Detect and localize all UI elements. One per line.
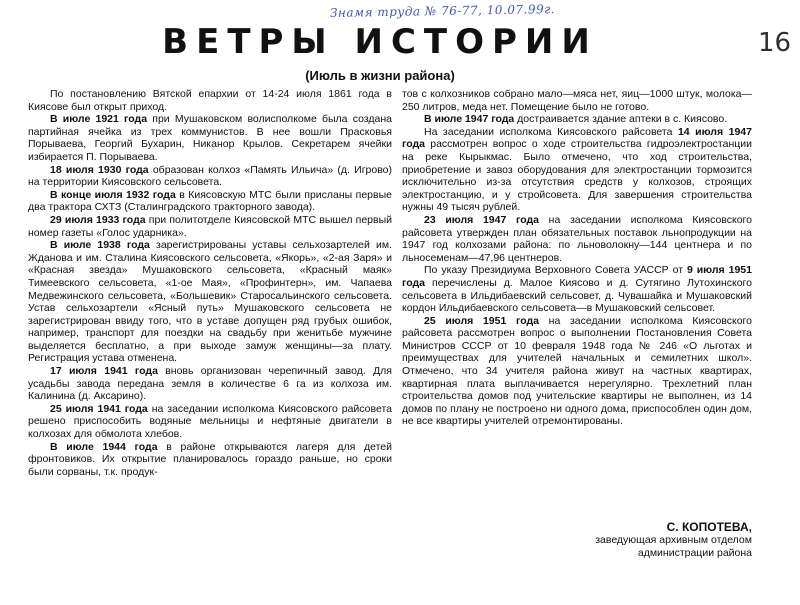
paragraph: В июле 1947 года достраивается здание аптеки в с. Киясово. [424, 113, 728, 126]
signature-block [402, 520, 752, 560]
paragraph: 25 июля 1951 года на заседании исполкома Киясовского райсовета рассмотрен вопрос о выполнении Постановления Совета Министров СССР от 10 февраля 1948 года № 246 «О льготах и преимуществах для учителей начальных и семилетних школ». Отмечено, что 34 учителя района живут на частных квартирах, квартирная плата выплачивается нерегулярно. Трехлетний план строительства домов под учительские квартиры не выполнен, из 14 домов по плану не построено ни одного дома, приспособлен один дом, не все квартиры учителей отремонтированы. [402, 314, 753, 428]
right-column [402, 88, 752, 428]
paragraph: В июле 1944 года в районе открываются лагеря для детей фронтовиков. Их открытие планировалось гораздо раньше, но сроки были сорваны, т.к. продук- [28, 440, 392, 478]
author-position: заведующая архивным отделом [595, 534, 752, 546]
article-subtitle: (Июль в жизни района) [305, 68, 455, 83]
left-column [28, 88, 392, 478]
paragraph: В июле 1921 года при Мушаковском волисполкоме была создана партийная ячейка из трех коммунистов. В нее вошли Прасковья Порываева, Георгий Бухарин, Никанор Крылов. Секретарем ячейки избирается П. Порываева. [28, 113, 392, 163]
page-number: 16 [758, 28, 792, 58]
author-position-line2: администрации района [637, 547, 752, 559]
paragraph: По указу Президиума Верховного Совета УАССР от 9 июля 1951 года перечислены д. Малое Киясово и д. Сутягино Лутохинского сельсовета в Ильдибаевский сельсовет, д. Чувашайка и Мушаковский кордон Ильдибаевского сельсовета—в Мушаковский сельсовет. [402, 264, 752, 315]
article-title: ВЕТРЫ ИСТОРИИ [162, 22, 598, 62]
paragraph: По постановлению Вятской епархии от 14-24 июля 1861 года в Киясове был открыт приход. [28, 88, 392, 113]
paragraph: 17 июля 1941 года вновь организован черепичный завод. Для усадьбы завода передана земля в количестве 6 га из колхоза им. Калинина (д. Аксарино). [28, 365, 392, 403]
paragraph: 25 июля 1941 года на заседании исполкома Киясовского райсовета решено приспособить водяные мельницы и нефтяные двигатели в колхозах для обмолота хлебов. [28, 402, 392, 441]
paragraph: 29 июля 1933 года при политотделе Киясовской МТС вышел первый номер газеты «Голос ударника». [28, 213, 392, 239]
paragraph: 23 июля 1947 года на заседании исполкома Киясовского райсовета утвержден план обязательных поставок льнопродукции на 1947 год колхозами района: по льноволокну—144 центнера и по льносеменам—47,96 центнеров. [402, 213, 753, 264]
author-name: С. КОПОТЕВА, [666, 520, 752, 534]
paragraph: На заседании исполкома Киясовского райсовета 14 июля 1947 года рассмотрен вопрос о ходе строительства гидроэлектростанции на реке Кырыкмас. Было отмечено, что ход строительства, приобретение и завоз оборудования для электростанции тормозится исключительно из-за отсутствия средств у колхозов, строящих электростанцию, и у стройсовета. Для завершения строительства нужны 49 тысяч рублей. [402, 125, 752, 214]
handwritten-source-note: Знамя труда № 76-77, 10.07.99г. [329, 2, 556, 20]
paragraph: В конце июля 1932 года в Киясовскую МТС были присланы первые два трактора СХТЗ (Сталинградского тракторного завода). [28, 188, 392, 214]
paragraph: тов с колхозников собрано мало—мяса нет, яиц—1000 штук, молока—250 литров, меда нет. Помещение было не готово. [402, 88, 752, 113]
paragraph: 18 июля 1930 года образован колхоз «Память Ильича» (д. Игрово) на территории Киясовского сельсовета. [28, 163, 392, 189]
paragraph: В июле 1938 года зарегистрированы уставы сельхозартелей им. Жданова и им. Сталина Киясовского сельсовета, «Якорь», «2-ая Заря» и «Красная звезда» Мушаковского сельсовета, «Красный маяк» Тимеевского сельсовета, «1-ое Мая», «Профинтерн», им. Чапаева Медвежинского сельсовета, «Большевик» Старосальинского сельсовета. Устав сельхозартели «Ясный путь» Мушаковского сельсовета не зарегистрирован ввиду того, что в уставе допущен ряд грубых ошибок, например, транспорт для поездки на свадьбу при женитьбе мужчине выделяется бесплатно, а при выходе замуж женщины—за плату. Регистрация устава отменена. [28, 239, 392, 365]
